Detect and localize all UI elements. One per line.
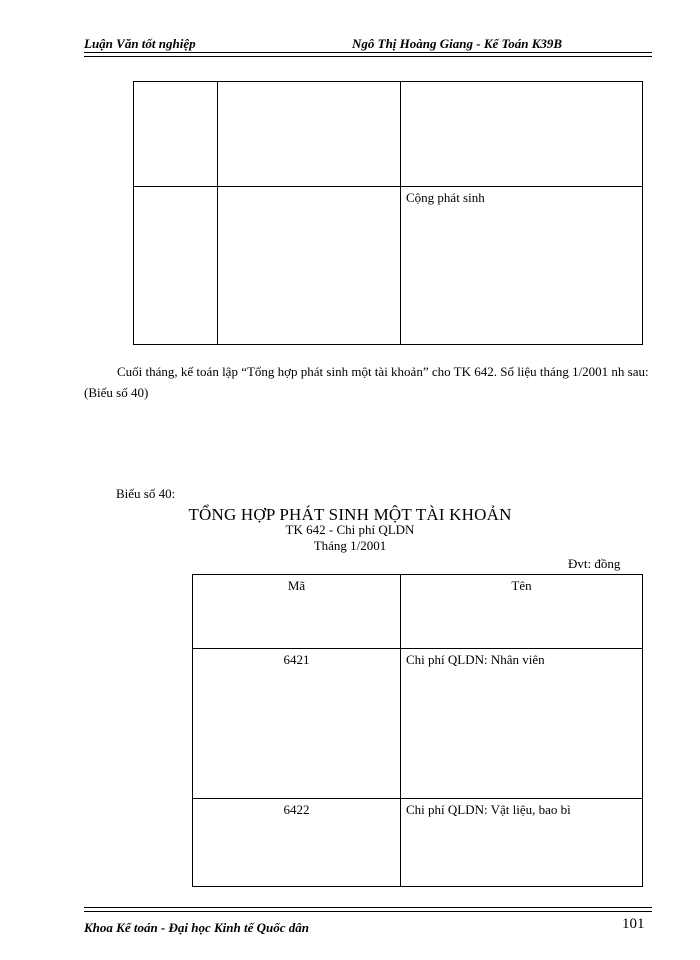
form-subtitle-account: TK 642 - Chi phí QLDN (285, 522, 415, 537)
header-rule (84, 52, 652, 57)
account-name-cell: Chi phí QLDN: Vật liệu, bao bì (401, 799, 643, 887)
table-cell (218, 82, 401, 187)
form-title: TỔNG HỢP PHÁT SINH MỘT TÀI KHOẢN (188, 505, 512, 524)
account-code-cell: 6421 (193, 649, 401, 799)
table-row (134, 187, 643, 345)
form-subtitle-period: Tháng 1/2001 (313, 538, 387, 553)
table-header-row (193, 575, 643, 649)
account-name-cell: Chi phí QLDN: Nhân viên (401, 649, 643, 799)
page-header-left: Luận Văn tốt nghiệp (84, 36, 196, 51)
page-number: 101 (622, 916, 645, 932)
account-summary-table (192, 574, 643, 887)
table-row (193, 649, 643, 799)
table-row (134, 82, 643, 187)
page-header-right: Ngô Thị Hoàng Giang - Kế Toán K39B (352, 36, 563, 51)
footer-rule (84, 907, 652, 912)
total-label-cell: Cộng phát sinh (401, 187, 643, 345)
table-row (193, 799, 643, 887)
body-paragraph: Cuối tháng, kế toán lập “Tổng hợp phát sinh một tài khoản” cho TK 642. Số liệu tháng 1/2001 nh sau: (Biểu số 40) (84, 364, 649, 400)
table-cell (134, 187, 218, 345)
table-cell (218, 187, 401, 345)
ledger-table-continued (133, 81, 643, 345)
column-header-code: Mã (193, 575, 401, 649)
form-caption: Biểu số 40: (116, 486, 176, 501)
account-code-cell: 6422 (193, 799, 401, 887)
table-cell (134, 82, 218, 187)
table-cell (401, 82, 643, 187)
page-footer-left: Khoa Kế toán - Đại học Kinh tế Quốc dân (84, 920, 310, 935)
column-header-name: Tên (401, 575, 643, 649)
currency-unit: Đvt: đồng (568, 556, 621, 571)
